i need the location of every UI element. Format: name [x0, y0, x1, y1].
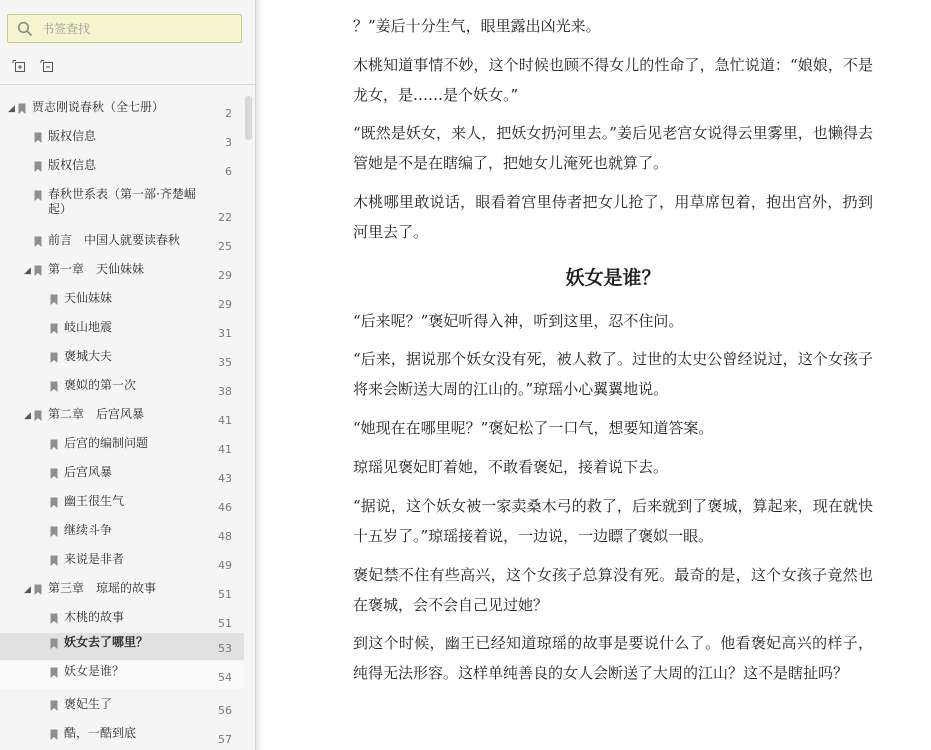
bookmark-icon — [50, 555, 58, 566]
bookmark-icon — [50, 526, 58, 537]
toc-page-number: 25 — [218, 240, 232, 253]
toc-item-label: 褒妃生了 — [64, 697, 113, 711]
toc-page-number: 38 — [218, 385, 232, 398]
toc-scrollbar[interactable] — [245, 96, 252, 140]
toc-item[interactable] — [0, 463, 244, 490]
bookmark-icon — [34, 584, 42, 595]
bookmark-icon — [34, 410, 42, 421]
toc-item[interactable] — [0, 662, 244, 689]
paragraph: 木桃哪里敢说话，眼看着宫里侍者把女儿抢了，用草席包着，抱出宫外，扔到河里去了。 — [353, 193, 873, 241]
toc-item[interactable] — [0, 185, 244, 229]
toc-page-number: 2 — [225, 107, 232, 120]
collapse-all-icon[interactable] — [40, 59, 56, 75]
bookmark-icon — [18, 103, 26, 114]
bookmark-icon — [34, 132, 42, 143]
toc-item-label: 前言 中国人就要读春秋 — [48, 233, 181, 247]
paragraph: “既然是妖女，来人，把妖女扔河里去。”姜后见老宫女说得云里雾里，也懒得去管她是不是在瞎编了，把她女儿淹死也就算了。 — [353, 124, 873, 172]
toc-item-label: 版权信息 — [48, 129, 97, 143]
toc-page-number: 22 — [218, 211, 232, 224]
toc-page-number: 29 — [218, 298, 232, 311]
bookmark-icon — [50, 294, 58, 305]
toc-page-number: 51 — [218, 588, 232, 601]
toc-page-number: 31 — [218, 327, 232, 340]
toc-item-current[interactable] — [0, 633, 244, 660]
toc-item-label: 后宫风暴 — [64, 465, 113, 479]
bookmark-icon — [50, 352, 58, 363]
bookmark-icon — [50, 700, 58, 711]
expand-arrow-icon[interactable]: ◢ — [8, 104, 15, 114]
toc-page-number: 6 — [225, 165, 232, 178]
toc-item-label: 继续斗争 — [64, 523, 113, 537]
toc-item-label: 来说是非者 — [64, 552, 125, 566]
toc-page-number: 54 — [218, 671, 232, 684]
toc-item-label: 褒姒的第一次 — [64, 378, 137, 392]
toc-item[interactable] — [0, 434, 244, 461]
paragraph: ？”姜后十分生气，眼里露出凶光来。 — [353, 17, 601, 35]
paragraph: “她现在在哪里呢？”褒妃松了一口气，想要知道答案。 — [353, 419, 714, 437]
bookmark-icon — [50, 667, 58, 678]
toc-item-label: 版权信息 — [48, 158, 97, 172]
bookmark-icon — [50, 613, 58, 624]
bookmark-search-box[interactable] — [7, 14, 242, 43]
reading-pane — [262, 0, 931, 750]
toc-item-label: 木桃的故事 — [64, 610, 125, 624]
toc-page-number: 43 — [218, 472, 232, 485]
toc-item[interactable] — [0, 695, 244, 722]
expand-arrow-icon[interactable]: ◢ — [24, 266, 31, 276]
bookmark-icon — [50, 468, 58, 479]
toc-page-number: 51 — [218, 617, 232, 630]
paragraph: “后来，据说那个妖女没有死，被人救了。过世的太史公曾经说过，这个女孩子将来会断送大周的江山的。”琼瑶小心翼翼地说。 — [353, 350, 873, 398]
toc-item-label: 第一章 天仙妹妹 — [48, 262, 145, 276]
expand-arrow-icon[interactable]: ◢ — [24, 411, 31, 421]
toc-item[interactable] — [0, 492, 244, 519]
toc-item[interactable] — [0, 98, 244, 125]
bookmark-icon — [34, 190, 42, 201]
expand-arrow-icon[interactable]: ◢ — [24, 585, 31, 595]
paragraph: 木桃知道事情不妙，这个时候也顾不得女儿的性命了，急忙说道：“娘娘，不是龙女，是……是个妖女。” — [353, 56, 873, 104]
bookmark-icon — [50, 497, 58, 508]
toc-item-label: 幽王很生气 — [64, 494, 125, 508]
bookmark-icon — [34, 265, 42, 276]
bookmark-search-input[interactable] — [42, 19, 232, 38]
toc-item-label: 酷，一酷到底 — [64, 726, 137, 740]
toc-item[interactable] — [0, 550, 244, 577]
toc-page-number: 48 — [218, 530, 232, 543]
toc-page-number: 53 — [218, 642, 232, 655]
paragraph: 到这个时候，幽王已经知道琼瑶的故事是要说什么了。他看褒妃高兴的样子，纯得无法形容。这样单纯善良的女人会断送了大周的江山？这不是瞎扯吗？ — [353, 634, 873, 682]
toc-item[interactable] — [0, 156, 244, 183]
paragraph: 褒妃禁不住有些高兴，这个女孩子总算没有死。最奇的是，这个女孩子竟然也在褒城，会不会自己见过她？ — [353, 566, 873, 614]
toc-item-label: 褒城大夫 — [64, 349, 113, 363]
bookmark-icon — [34, 161, 42, 172]
toc-page-number: 41 — [218, 414, 232, 427]
toc-item[interactable] — [0, 579, 244, 606]
paragraph: “据说，这个妖女被一家卖桑木弓的救了，后来就到了褒城，算起来，现在就快十五岁了。”琼瑶接着说，一边说，一边瞟了褒姒一眼。 — [353, 497, 873, 545]
toc-item-label: 后宫的编制问题 — [64, 436, 149, 450]
search-icon — [17, 21, 33, 41]
bookmark-icon — [50, 381, 58, 392]
toc-item-label: 第二章 后宫风暴 — [48, 407, 145, 421]
toolbar-divider — [0, 84, 256, 85]
section-heading: 妖女是谁？ — [565, 267, 661, 289]
expand-all-icon[interactable] — [12, 59, 28, 75]
toc-page-number: 3 — [225, 136, 232, 149]
toc-item-label: 妖女是谁？ — [64, 664, 125, 678]
toc-page-number: 46 — [218, 501, 232, 514]
toc-item[interactable] — [0, 521, 244, 548]
bookmark-icon — [50, 729, 58, 740]
toc-item[interactable] — [0, 608, 244, 635]
toc-item-label: 第三章 琼瑶的故事 — [48, 581, 157, 595]
toc-item[interactable] — [0, 127, 244, 154]
toc-item[interactable] — [0, 231, 244, 258]
bookmark-icon — [50, 323, 58, 334]
toc-item-label: 天仙妹妹 — [64, 291, 113, 305]
toc-page-number: 56 — [218, 704, 232, 717]
toc-item[interactable] — [0, 347, 244, 374]
toc-item[interactable] — [0, 289, 244, 316]
toc-item[interactable] — [0, 376, 244, 403]
toc-item-label: 岐山地震 — [64, 320, 113, 334]
bookmark-icon — [50, 439, 58, 450]
bookmark-icon — [50, 638, 58, 649]
toc-item-label: 春秋世系表（第一部·齐楚崛起） — [48, 187, 196, 216]
toc-page-number: 41 — [218, 443, 232, 456]
toc-item[interactable] — [0, 724, 244, 750]
toc-page-number: 35 — [218, 356, 232, 369]
paragraph: 琼瑶见褒妃盯着她，不敢看褒妃，接着说下去。 — [353, 458, 669, 476]
toc-page-number: 49 — [218, 559, 232, 572]
toc-item-label: 贾志刚说春秋（全七册） — [32, 100, 165, 114]
toc-page-number: 57 — [218, 733, 232, 746]
bookmark-sidebar — [0, 0, 256, 750]
toc-item[interactable] — [0, 318, 244, 345]
toc-item-label: 妖女去了哪里？ — [64, 635, 149, 649]
paragraph: “后来呢？”褒妃听得入神，听到这里，忍不住问。 — [353, 312, 684, 330]
toc-page-number: 29 — [218, 269, 232, 282]
bookmark-icon — [34, 236, 42, 247]
toc-item[interactable] — [0, 405, 244, 432]
toc-item[interactable] — [0, 260, 244, 287]
